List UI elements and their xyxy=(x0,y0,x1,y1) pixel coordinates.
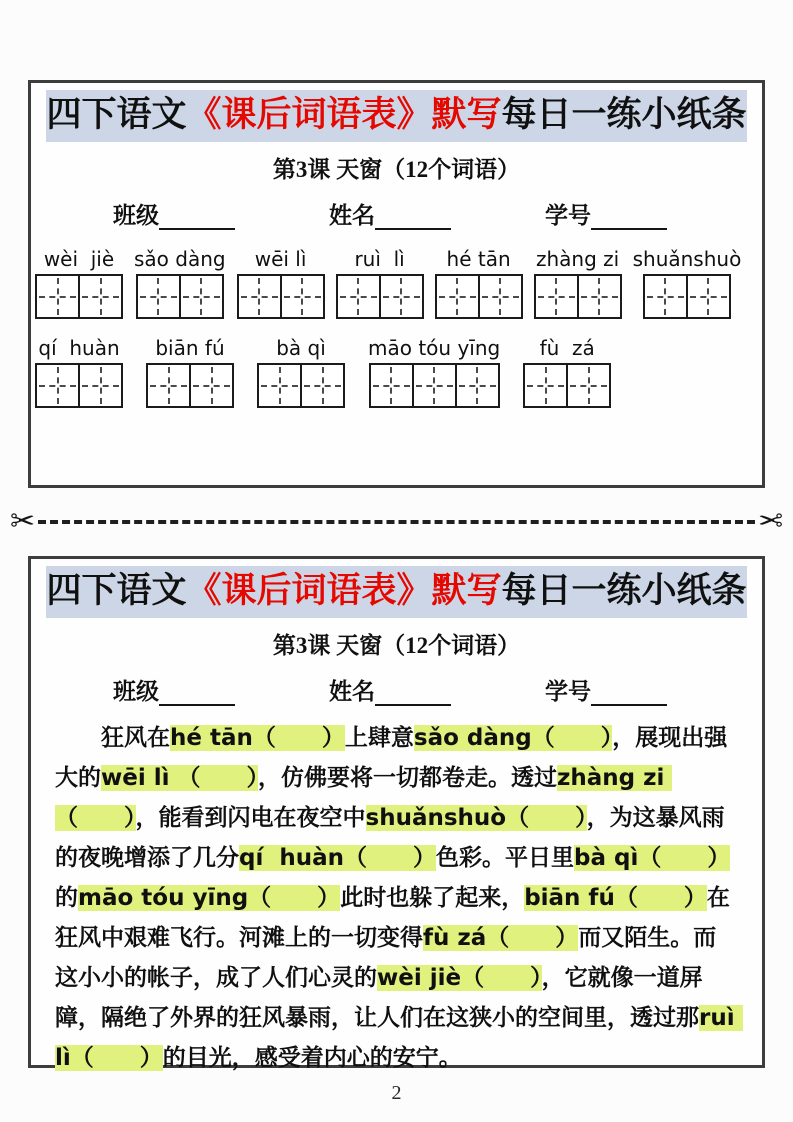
writing-grid xyxy=(369,363,500,408)
title-segment: 《课后词语表》默写 xyxy=(186,95,502,134)
dictation-strip-passage xyxy=(28,556,765,1071)
pinyin-label: māo tóu yīng xyxy=(368,336,501,360)
highlighted-pinyin-blank: fù zá（ ） xyxy=(423,925,579,951)
word-block xyxy=(35,246,123,319)
passage-text: 的 xyxy=(55,885,78,910)
scissors-icon: ✂ xyxy=(10,504,36,539)
passage-text: 狂风在 xyxy=(101,725,170,750)
student-info-fields xyxy=(113,197,667,230)
highlighted-pinyin-blank: zhàng zi （ ） xyxy=(55,765,673,831)
grid-cell xyxy=(35,363,80,408)
grid-cell xyxy=(336,274,381,319)
pinyin-label: sǎo dàng xyxy=(134,247,226,271)
title-segment: 每日一练小纸条 xyxy=(501,571,747,610)
field-label: 学号 xyxy=(545,203,591,228)
writing-grid xyxy=(643,274,731,319)
dashed-cut-rule xyxy=(38,520,755,524)
writing-grid xyxy=(237,274,325,319)
passage-text: ，能看到闪电在夜空中 xyxy=(135,805,366,830)
pinyin-label: hé tān xyxy=(446,247,511,271)
passage-text: 此时也躲了起来， xyxy=(340,885,525,910)
word-block xyxy=(257,335,345,408)
grid-cell xyxy=(534,274,579,319)
pinyin-label: biān fú xyxy=(155,336,225,360)
highlighted-pinyin-blank: biān fú（ ） xyxy=(524,885,707,911)
grid-cell xyxy=(523,363,568,408)
cut-line xyxy=(8,488,785,556)
lesson-subtitle: 第3课 天窗（12个词语） xyxy=(272,633,521,658)
title-segment: 《课后词语表》默写 xyxy=(186,571,502,610)
writing-grid xyxy=(336,274,424,319)
writing-grid xyxy=(257,363,345,408)
grid-cell xyxy=(35,274,80,319)
grid-cell xyxy=(189,363,234,408)
dictation-strip-blank xyxy=(28,80,765,488)
field-label: 学号 xyxy=(545,679,591,704)
grid-cell xyxy=(78,274,123,319)
pinyin-label: shuǎnshuò xyxy=(632,247,742,271)
highlighted-pinyin-blank: ruì lì（ ） xyxy=(55,1005,743,1071)
student-info-fields xyxy=(113,673,667,706)
title-segment: 四下语文 xyxy=(46,95,187,134)
grid-cell xyxy=(300,363,345,408)
pinyin-label: ruì lì xyxy=(354,247,405,271)
student-field xyxy=(329,197,451,230)
field-label: 姓名 xyxy=(329,679,375,704)
pinyin-label: wēi lì xyxy=(254,247,307,271)
grid-cell xyxy=(136,274,181,319)
student-field xyxy=(545,673,667,706)
grid-cell xyxy=(566,363,611,408)
word-block xyxy=(237,246,325,319)
word-block xyxy=(368,335,500,408)
strip-title-banner xyxy=(46,90,747,142)
passage-text: 上肆意 xyxy=(344,725,414,750)
grid-cell xyxy=(412,363,457,408)
pinyin-label: qí huàn xyxy=(38,336,120,360)
highlighted-pinyin-blank: māo tóu yīng（ ） xyxy=(78,885,341,911)
word-block xyxy=(523,335,611,408)
writing-grid xyxy=(35,363,123,408)
grid-cell xyxy=(257,363,302,408)
writing-grid xyxy=(136,274,224,319)
highlighted-pinyin-blank: shuǎnshuò（ ） xyxy=(365,805,587,831)
highlighted-pinyin-blank: hé tān（ ） xyxy=(170,725,345,751)
word-block xyxy=(633,246,742,319)
blank-line xyxy=(159,204,235,230)
highlighted-pinyin-blank: qí huàn（ ） xyxy=(239,845,437,871)
pinyin-label: fù zá xyxy=(539,336,595,360)
grid-cell xyxy=(146,363,191,408)
blank-line xyxy=(159,680,235,706)
writing-grid xyxy=(523,363,611,408)
lesson-subtitle: 第3课 天窗（12个词语） xyxy=(272,157,521,182)
passage-text: ，展现出强大的 xyxy=(55,725,728,790)
writing-grid xyxy=(534,274,622,319)
word-block xyxy=(146,335,234,408)
highlighted-pinyin-blank: bà qì（ ） xyxy=(574,845,731,871)
blank-line xyxy=(375,204,451,230)
page-number: 2 xyxy=(391,1082,402,1104)
strip-title-banner xyxy=(46,566,747,618)
passage-text: 而又陌生。而这小小的帐子，成了人们心灵的 xyxy=(55,925,717,990)
highlighted-pinyin-blank: sǎo dàng（ ） xyxy=(413,725,613,751)
passage-text: ，仿佛要将一切都卷走。透过 xyxy=(258,765,558,790)
grid-cell xyxy=(369,363,414,408)
pinyin-word-grids xyxy=(35,246,758,408)
grid-cell xyxy=(686,274,731,319)
writing-grid xyxy=(435,274,523,319)
word-block xyxy=(35,335,123,408)
highlighted-pinyin-blank: wēi lì （ ） xyxy=(101,765,259,791)
passage-text: 色彩。平日里 xyxy=(436,845,575,870)
blank-line xyxy=(591,680,667,706)
pinyin-label: wèi jiè xyxy=(43,247,115,271)
writing-grid xyxy=(35,274,123,319)
passage-text: 在狂风中艰难飞行。河滩上的一切变得 xyxy=(55,885,730,950)
title-segment: 四下语文 xyxy=(46,571,187,610)
word-block xyxy=(336,246,424,319)
grid-cell xyxy=(577,274,622,319)
student-field xyxy=(113,673,235,706)
grid-cell xyxy=(179,274,224,319)
grid-cell xyxy=(455,363,500,408)
field-label: 班级 xyxy=(113,679,159,704)
grid-cell xyxy=(478,274,523,319)
fill-in-passage xyxy=(55,718,743,1078)
grid-cell xyxy=(280,274,325,319)
field-label: 姓名 xyxy=(329,203,375,228)
word-block xyxy=(134,246,226,319)
grid-cell xyxy=(78,363,123,408)
grid-cell xyxy=(435,274,480,319)
pinyin-label: bà qì xyxy=(276,336,326,360)
passage-text: ，为这暴风雨的夜晚增添了几分 xyxy=(55,805,725,870)
grid-cell xyxy=(379,274,424,319)
field-label: 班级 xyxy=(113,203,159,228)
blank-line xyxy=(375,680,451,706)
student-field xyxy=(113,197,235,230)
blank-line xyxy=(591,204,667,230)
word-row xyxy=(35,335,758,408)
grid-cell xyxy=(237,274,282,319)
pinyin-label: zhàng zi xyxy=(535,247,620,271)
scissors-icon: ✂ xyxy=(757,504,783,539)
passage-text: 的目光，感受着内心的安宁。 xyxy=(162,1045,462,1070)
word-block xyxy=(435,246,523,319)
student-field xyxy=(545,197,667,230)
highlighted-pinyin-blank: wèi jiè（ ） xyxy=(377,965,542,991)
word-row xyxy=(35,246,758,319)
student-field xyxy=(329,673,451,706)
passage-text: ，它就像一道屏障，隔绝了外界的狂风暴雨，让人们在这狭小的空间里，透过那 xyxy=(55,965,703,1030)
writing-grid xyxy=(146,363,234,408)
title-segment: 每日一练小纸条 xyxy=(501,95,747,134)
grid-cell xyxy=(643,274,688,319)
word-block xyxy=(534,246,622,319)
